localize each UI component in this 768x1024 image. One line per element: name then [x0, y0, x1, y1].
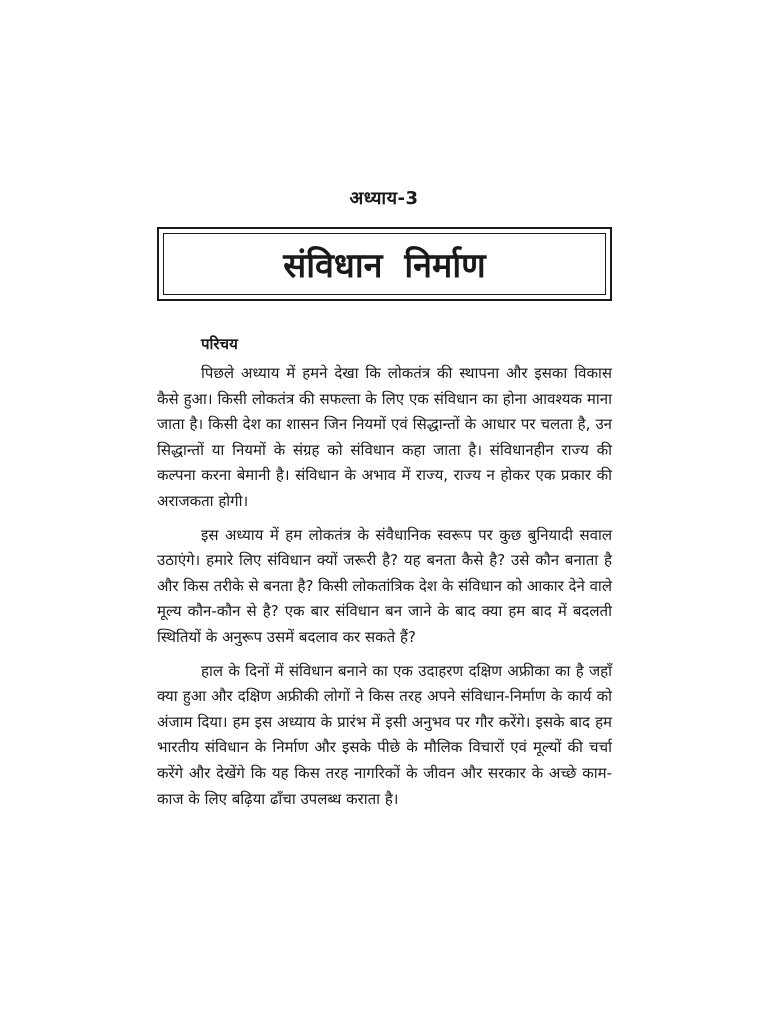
chapter-title-inner-frame	[163, 233, 606, 295]
chapter-title-frame	[157, 227, 612, 301]
paragraph-3: हाल के दिनों में संविधान बनाने का एक उदाहरण दक्षिण अफ्रीका का है जहाँ क्या हुआ और दक्षिण अफ्रीकी लोगों ने किस तरह अपने संविधान-निर्माण के कार्य को अंजाम दिया। हम इस अध्याय के प्रारंभ में इसी अनुभव पर गौर करेंगे। इसके बाद हम भारतीय संविधान के निर्माण और इसके पीछे के मौलिक विचारों एवं मूल्यों की चर्चा करेंगे और देखेंगे कि यह किस तरह नागरिकों के जीवन और सरकार के अच्छे काम-काज के लिए बढ़िया ढाँचा उपलब्ध कराता है।	[157, 661, 612, 808]
chapter-body	[157, 331, 612, 820]
paragraph-2: इस अध्याय में हम लोकतंत्र के संवैधानिक स्वरूप पर कुछ बुनियादी सवाल उठाएंगे। हमारे लिए संविधान क्यों जरूरी है? यह बनता कैसे है? उसे कौन बनाता है और किस तरीके से बनता है? किसी लोकतांत्रिक देश के संविधान को आकार देने वाले मूल्य कौन-कौन से है? एक बार संविधान बन जाने के बाद क्या हम बाद में बदलती स्थितियों के अनुरूप उसमें बदलाव कर सकते हैं?	[157, 525, 612, 646]
section-heading: परिचय	[201, 335, 238, 353]
chapter-title: संविधान निर्माण	[283, 246, 486, 286]
paragraph-1: पिछले अध्याय में हमने देखा कि लोकतंत्र की स्थापना और इसका विकास कैसे हुआ। किसी लोकतंत्र की सफल्ता के लिए एक संविधान का होना आवश्यक माना जाता है। किसी देश का शासन जिन नियमों एवं सिद्धान्तों के आधार पर चलता है, उन सिद्धान्तों या नियमों के संग्रह को संविधान कहा जाता है। संविधानहीन राज्य की कल्पना करना बेमानी है। संविधान के अभाव में राज्य, राज्य न होकर एक प्रकार की अराजकता होगी।	[157, 364, 612, 510]
chapter-label: अध्याय-3	[349, 188, 419, 209]
